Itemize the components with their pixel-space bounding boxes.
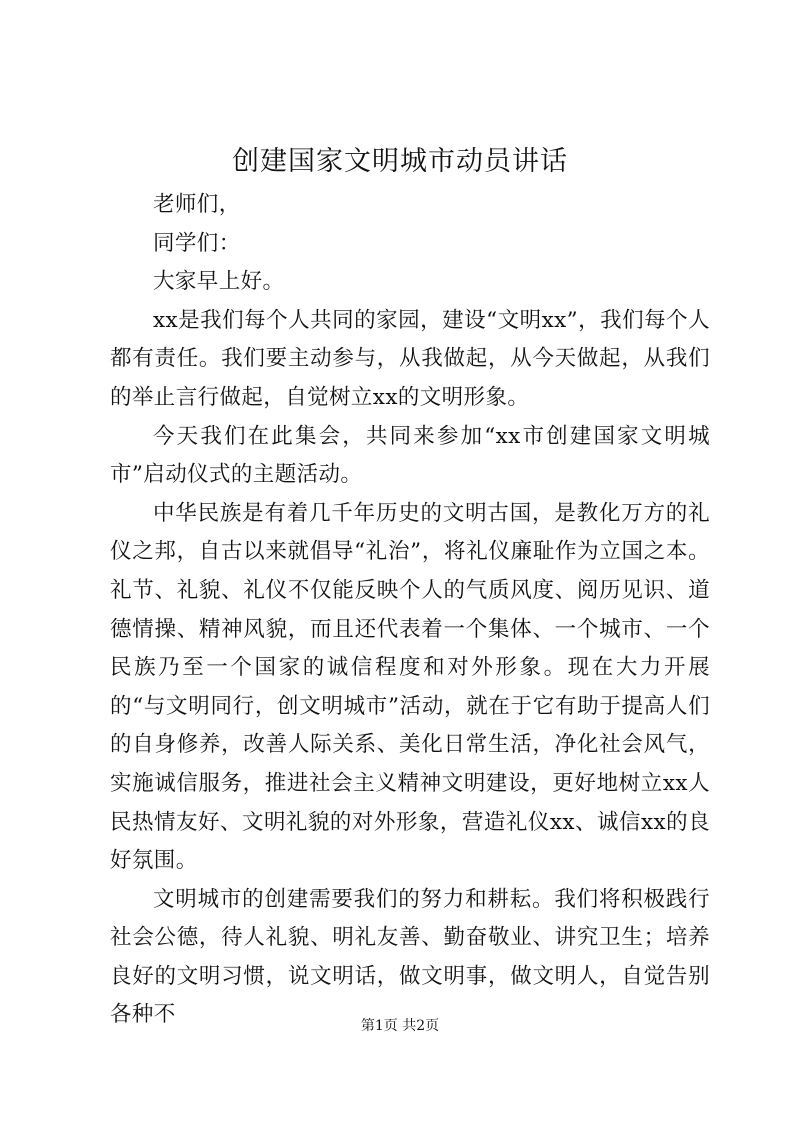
greeting-morning: 大家早上好。 bbox=[153, 269, 285, 295]
document-body bbox=[110, 186, 710, 1035]
document-title: 创建国家文明城市动员讲话 bbox=[232, 146, 568, 177]
greeting-teachers: 老师们， bbox=[153, 192, 241, 217]
body-paragraph: xx是我们每个人共同的家园，建设“文明xx”，我们每个人都有责任。我们要主动参与，从我做起，从今天做起，从我们的举止言行做起，自觉树立xx的文明形象。 bbox=[110, 307, 710, 410]
greeting-students: 同学们： bbox=[153, 230, 241, 256]
body-paragraph: 今天我们在此集会，共同来参加“xx市创建国家文明城市”启动仪式的主题活动。 bbox=[110, 423, 710, 488]
body-paragraph: 中华民族是有着几千年历史的文明古国，是教化万方的礼仪之邦，自古以来就倡导“礼治”，将礼仪廉耻作为立国之本。礼节、礼貌、礼仪不仅能反映个人的气质风度、阅历见识、道德情操、精神风貌，而且还代表着一个集体、一个城市、一个民族乃至一个国家的诚信程度和对外形象。现在大力开展的“与文明同行，创文明城市”活动，就在于它有助于提高人们的自身修养，改善人际关系、美化日常生活，净化社会风气，实施诚信服务，推进社会主义精神文明建设，更好地树立xx人民热情友好、文明礼貌的对外形象，营造礼仪xx、诚信xx的良好氛围。 bbox=[110, 500, 710, 874]
body-paragraph: 文明城市的创建需要我们的努力和耕耘。我们将积极践行社会公德，待人礼貌、明礼友善、勤奋敬业、讲究卫生；培养良好的文明习惯，说文明话，做文明事，做文明人，自觉告别各种不 bbox=[110, 886, 710, 1028]
page-number-footer: 第1页 共2页 bbox=[360, 1018, 440, 1034]
